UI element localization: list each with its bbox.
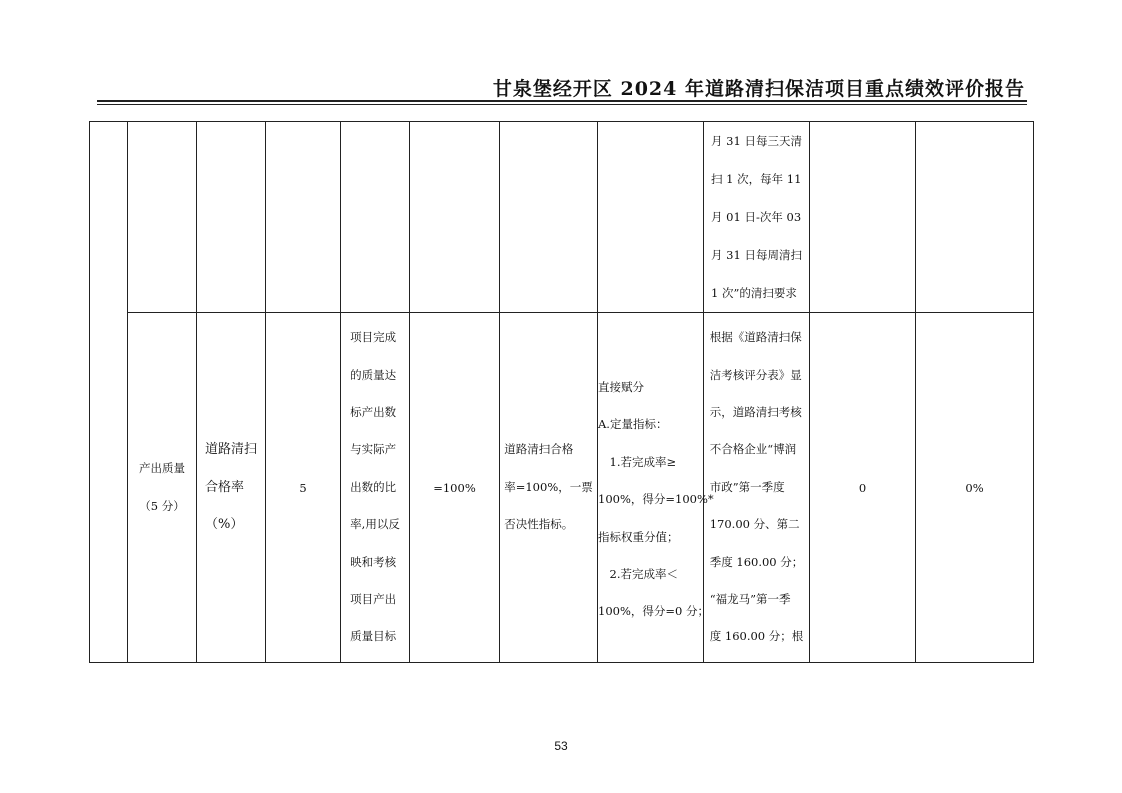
definition-cell (341, 313, 410, 663)
text-line: 1.若完成率≥ (598, 454, 677, 469)
cell-blank (410, 122, 500, 313)
criteria-cell (500, 313, 598, 663)
text-line: 100%，得分=0 分； (598, 604, 709, 619)
text-line: 直接赋分 (598, 380, 644, 394)
text-line: A.定量指标： (598, 417, 668, 432)
report-title: 甘泉堡经开区 2024 年道路清扫保洁项目重点绩效评价报告 (492, 78, 1025, 100)
text-line: 示，道路清扫考核 (709, 404, 802, 419)
cell-blank (810, 122, 916, 313)
continued-content-cell (704, 122, 810, 313)
rate-cell: 0% (916, 313, 1034, 663)
text-line: 市政”第一季度 (709, 479, 785, 494)
text-line: 质量目标 (350, 629, 397, 644)
table-row-continued (90, 122, 1034, 313)
primary-indicator-cell (90, 122, 128, 663)
text-line: 道路清扫 (204, 442, 257, 458)
text-line: 指标权重分值； (598, 529, 679, 544)
text-line: 度 160.00 分；根 (709, 629, 804, 644)
evaluation-table (89, 121, 1034, 663)
text-line: 出数的比 (350, 479, 397, 494)
text-line: 月 01 日-次年 03 (711, 210, 802, 224)
cell-blank (916, 122, 1034, 313)
text-line: 月 31 日每三天清 (711, 134, 802, 148)
text-line: “福龙马”第一季 (709, 592, 791, 607)
cell-blank (266, 122, 341, 313)
secondary-indicator-cell (128, 313, 197, 663)
text-line: 映和考核 (350, 554, 397, 569)
header-rule-thin (97, 104, 1027, 105)
cell-blank (341, 122, 410, 313)
actual-result-cell (704, 313, 810, 663)
page-number: 53 (554, 739, 568, 753)
text-line: 标产出数 (350, 404, 397, 419)
cell-blank (197, 122, 266, 313)
text-line: （%） (204, 517, 244, 533)
text-line: 否决性指标。 (504, 517, 574, 532)
scoring-method-cell (598, 313, 714, 663)
text-line: 合格率 (204, 479, 244, 495)
header-rule (97, 100, 1027, 102)
text-line: 的质量达 (350, 367, 397, 382)
text-line: 率,用以反 (350, 517, 400, 532)
text-line: 洁考核评分表》显 (709, 367, 802, 382)
text-line: 不合格企业“博润 (709, 442, 797, 457)
text-line: 2.若完成率＜ (598, 567, 678, 582)
text-line: 产出质量 (139, 461, 185, 476)
text-line: 道路清扫合格 (504, 442, 574, 457)
score-cell: 0 (810, 313, 916, 663)
text-line: （5 分） (139, 498, 185, 513)
target-cell: =100% (410, 313, 500, 663)
text-line: 项目产出 (350, 592, 397, 607)
text-line: 100%，得分=100%* (598, 492, 714, 507)
text-line: 月 31 日每周清扫 (711, 248, 802, 262)
weight-cell: 5 (266, 313, 341, 663)
text-line: 率=100%，一票 (504, 479, 593, 494)
text-line: 1 次”的清扫要求 (711, 286, 797, 300)
text-line: 项目完成 (350, 330, 397, 345)
cell-blank (500, 122, 598, 313)
text-line: 与实际产 (350, 442, 397, 457)
table-row-quality (90, 313, 1034, 663)
text-line: 根据《道路清扫保 (709, 330, 802, 345)
text-line: 170.00 分、第二 (709, 517, 800, 532)
text-line: 季度 160.00 分； (709, 554, 804, 569)
text-line: 扫 1 次，每年 11 (711, 172, 802, 186)
cell-blank (598, 122, 704, 313)
tertiary-indicator-cell (197, 313, 266, 663)
cell-blank (128, 122, 197, 313)
